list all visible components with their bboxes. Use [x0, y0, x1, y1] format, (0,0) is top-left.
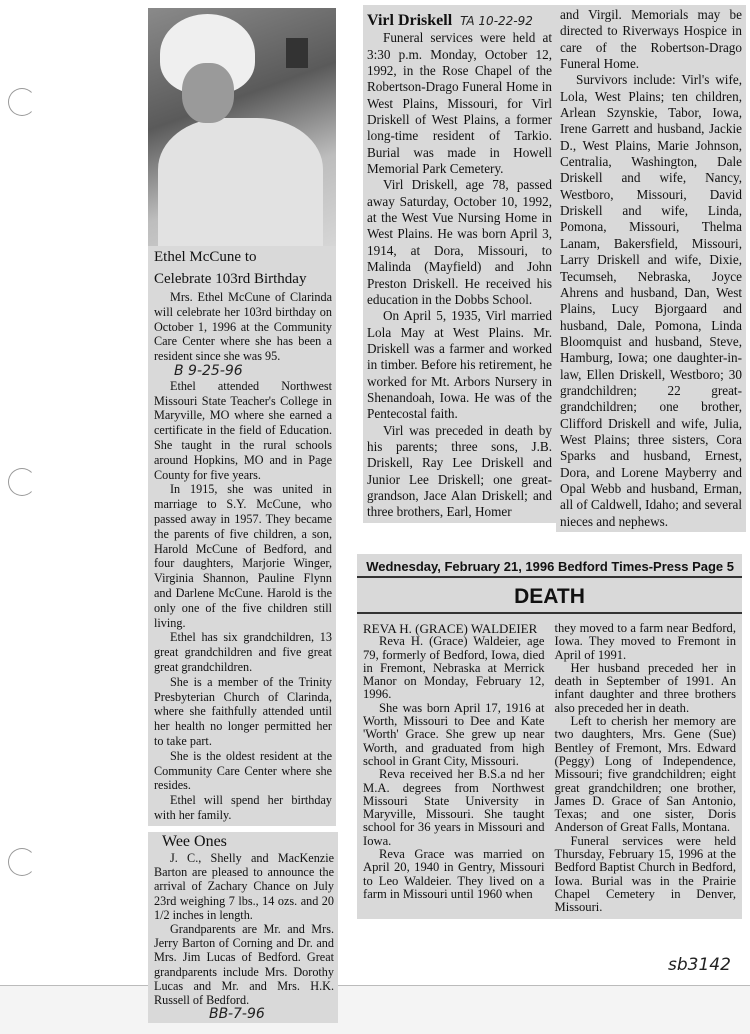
paragraph: Her husband preceded her in death in September of 1991. An infant daughter and three brothers also preceded her in death.	[554, 660, 736, 715]
paragraph: She is the oldest resident at the Community Care Center where she resides.	[154, 748, 332, 793]
paragraph: Reva received her B.S.a nd her M.A. degrees from Northwest Missouri State University in Maryville, Missouri. She taught school for 36 years in Missouri and Iowa.	[363, 767, 545, 848]
scan-bottom-margin	[0, 985, 750, 1034]
paragraph: She was born April 17, 1916 at Worth, Missouri to Dee and Kate 'Worth' Grace. She grew up near Worth, and graduated from high school in Grant City, Missouri.	[363, 700, 545, 768]
section-heading: DEATH	[357, 582, 742, 614]
right-clippings-column	[357, 5, 747, 919]
paragraph: Ethel has six grandchildren, 13 great grandchildren and five great great grandchildren.	[154, 630, 332, 674]
ethel-mccune-clipping	[148, 246, 336, 826]
paragraph: In 1915, she was united in marriage to S.Y. McCune, who passed away in 1957. They became the parents of five children, a son, Harold McCune of Bedford, and four daughters, Marjorie Winger, Virginia Shannon, Pauline Flynn and Darlene McCune. Harold is the only one of the five children still living.	[154, 482, 332, 630]
punch-hole	[8, 848, 36, 876]
left-clippings-column	[148, 8, 338, 1023]
paragraph: they moved to a farm near Bedford, Iowa. They moved to Fremont in April of 1991.	[554, 621, 736, 662]
punch-hole	[8, 88, 36, 116]
punch-hole	[8, 468, 36, 496]
paragraph: Virl Driskell, age 78, passed away Saturday, October 10, 1992, at the West Vue Nursing Home in West Plains. He was born April 3, 1914, at Dora, Missouri, to Malinda (Mayfield) and John Preston Driskell. He received his education in the Dobbs School.	[367, 177, 552, 307]
wee-ones-clipping	[148, 832, 338, 1024]
ethel-mccune-photo	[148, 8, 336, 246]
paragraph: Virl was preceded in death by his parents; three sons, J.B. Driskell, Ray Lee Driskell and Junior Lee Driskell; one great-grandson, Jace Alan Driskell; and three brothers, Earl, Homer	[367, 422, 552, 520]
virl-driskell-clipping	[363, 5, 556, 523]
title-text: Virl Driskell	[367, 12, 453, 29]
paragraph: Reva H. (Grace) Waldeier, age 79, formerly of Bedford, Iowa, died in Fremont, Nebraska at Merrick Manor on Monday, February 12, 1996.	[363, 634, 545, 702]
page-identifier: sb3142	[668, 955, 731, 975]
paragraph: Ethel attended Northwest Missouri State Teacher's College in Maryville, MO where she earned a certificate in the field of Education. She taught in the rural schools around Hopkins, MO and in Page County for five years.	[154, 378, 332, 482]
article-title	[367, 13, 552, 29]
paragraph: Funeral services were held Thursday, February 15, 1996 at the Bedford Baptist Church in Bedford, Iowa. Burial was in the Prairie Chapel Cemetery in Denver, Missouri.	[554, 833, 736, 915]
article-title: Wee Ones	[162, 832, 227, 850]
virl-driskell-clipping-continued	[556, 5, 746, 532]
paragraph: Ethel will spend her birthday with her family.	[154, 793, 332, 822]
paragraph: Mrs. Ethel McCune of Clarinda will celebrate her 103rd birthday on October 1, 1996 at the Community Care Center where she has been a resident since she was 95.	[154, 290, 332, 364]
paragraph: Funeral services were held at 3:30 p.m. Monday, October 12, 1992, in the Rose Chapel of the Robertson-Drago Funeral Home in West Plains, Missouri, for Virl Driskell of West Plains, a former long-time resident of Tarkio. Burial was made in Howell Memorial Park Cemetery.	[367, 30, 552, 177]
paragraph: Reva Grace was married on April 20, 1940 in Gentry, Missouri to Leo Waldeier. They lived on a farm in Missouri until 1960 when	[363, 847, 545, 901]
article-title: Ethel McCune to	[154, 249, 257, 265]
article-title: Celebrate 103rd Birthday	[154, 271, 307, 287]
paragraph: J. C., Shelly and MacKenzie Barton are pleased to announce the arrival of Zachary Chance on July 23rd weighing 7 lbs., 14 ozs. and 20 1/2 inches in length.	[154, 850, 334, 922]
paragraph: On April 5, 1935, Virl married Lola May at West Plains. Mr. Driskell was a farmer and worked in timber. Before his retirement, he worked for Mt. Arbors Nursery in Shenandoah, Iowa. He was of the Pentecostal faith.	[367, 308, 552, 422]
handwritten-date: BB-7-96	[209, 1006, 265, 1023]
handwritten-date: TA 10-22-92	[460, 14, 533, 28]
paragraph: Survivors include: Virl's wife, Lola, West Plains; ten children, Arlean Szynskie, Tabor, Iowa, Irene Garrett and husband, Jackie D., West Plains, Marie Johnson, Centralia, Washington, Dale Driskell and wife, Nancy, Westboro, Missouri, David Driskell and wife, Linda, Pomona, Missouri, Thelma Lanam, Bakersfield, Missouri, Larry Driskell and wife, Dixie, Tecumseh, Nebraska, Joyce Ahrens and husband, Dan, West Plains, Lucy Bjorgaard and husband, Dale, Pomona, Linda Bloomquist and husband, Steve, Hamburg, Iowa; one daughter-in-law, Ellen Driskell, Westboro; 30 grandchildren; 22 great-grandchildren; one brother, Clifford Driskell and wife, Julia, West Plains; three sisters, Cora Sparks and husband, Ernest, Dora, and Lorene Mayberry and Opal Webb and husband, Erman, all of Caldwell, Idaho; and several nieces and nephews.	[560, 72, 742, 529]
newspaper-masthead: Wednesday, February 21, 1996 Bedford Times-Press Page 5	[357, 554, 742, 578]
paragraph: Left to cherish her memory are two daughters, Mrs. Gene (Sue) Bentley of Fremont, Mrs. Edward (Peggy) Long of Independence, Missouri; five grandchildren; eight great grandchildren; one brother, James D. Grace of San Antonio, Texas; and one sister, Doris Anderson of Great Falls, Montana.	[554, 714, 736, 835]
reva-waldeier-clipping	[357, 554, 742, 919]
paragraph: and Virgil. Memorials may be directed to Riverways Hospice in care of the Robertson-Drago Funeral Home.	[560, 7, 742, 72]
paragraph: She is a member of the Trinity Presbyterian Church of Clarinda, where she faithfully attended until her health no longer permitted her to take part.	[154, 674, 332, 748]
article-title: REVA H. (GRACE) WALDEIER	[363, 621, 538, 636]
handwritten-date: B 9-25-96	[174, 362, 243, 379]
paragraph: Grandparents are Mr. and Mrs. Jerry Barton of Corning and Dr. and Mrs. Jim Lucas of Bedford. Great grandparents include Mrs. Dorothy Lucas and Mr. and Mrs. H.K. Russell of Bedford.	[154, 921, 334, 1007]
virl-driskell-row	[363, 5, 747, 532]
